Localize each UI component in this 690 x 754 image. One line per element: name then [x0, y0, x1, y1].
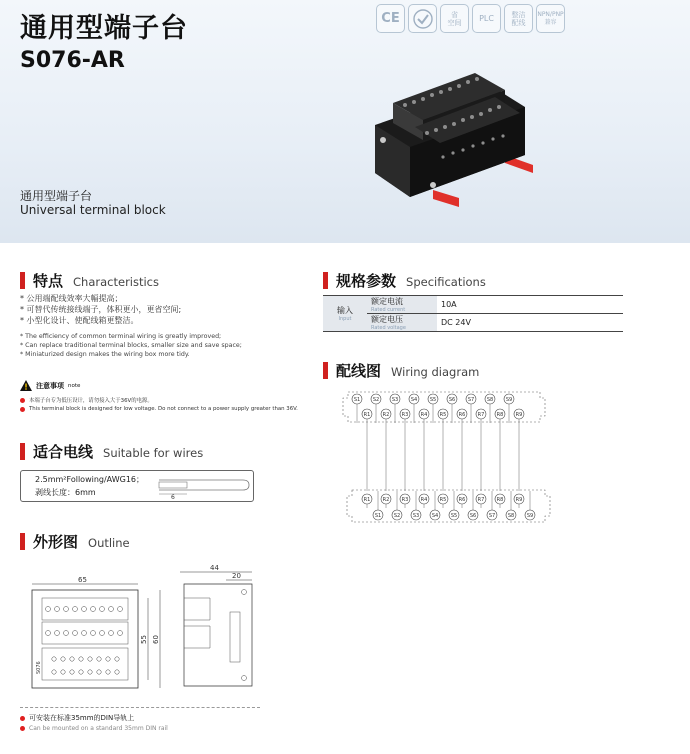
note-line-cn: 本端子台专为低压设计，请勿接入大于36V的电源。: [20, 396, 153, 404]
bottom-s-label: S2: [393, 513, 401, 519]
top-s-label: S6: [448, 397, 456, 403]
save-space-badge: 省 空间: [440, 4, 469, 33]
bottom-r-label: R1: [363, 497, 371, 503]
bottom-r-label: R6: [458, 497, 466, 503]
top-r-label: R6: [458, 412, 466, 418]
top-s-label: S4: [410, 397, 418, 403]
bottom-s-label: S4: [431, 513, 439, 519]
wires-heading: 适合电线 Suitable for wires: [20, 441, 203, 462]
dim-depth2: 20: [232, 572, 241, 580]
top-s-label: S7: [467, 397, 475, 403]
wire-spec-box: [20, 470, 254, 502]
table-row: [323, 296, 623, 314]
list-item: * Miniaturized design makes the wiring box more tidy.: [20, 351, 190, 358]
bottom-s-label: S7: [488, 513, 496, 519]
bottom-r-label: R7: [477, 497, 485, 503]
input-cell: 输入 Input: [323, 296, 367, 332]
top-r-label: R4: [420, 412, 428, 418]
bullet-dot: [20, 726, 25, 731]
bullet-dot: [20, 716, 25, 721]
divider: [20, 707, 260, 708]
certification-badges: [376, 4, 565, 33]
dim-outer-height: 60: [152, 635, 160, 644]
dim-width: 65: [78, 576, 87, 584]
table-row: [323, 314, 623, 332]
top-s-label: S1: [353, 397, 361, 403]
wire-illustration: [151, 473, 251, 499]
note-line-en: This terminal block is designed for low voltage. Do not connect to a power supply greater than 36V.: [20, 406, 298, 412]
characteristics-list-cn: [20, 293, 181, 326]
top-s-label: S5: [429, 397, 437, 403]
product-name-cn: 通用型端子台: [20, 189, 93, 203]
top-r-label: R2: [382, 412, 390, 418]
list-item: * 公用端配线效率大幅提高；: [20, 294, 123, 303]
page-title: 通用型端子台: [20, 13, 188, 44]
spec-label: 额定电压 Rated voltage: [367, 314, 437, 332]
top-s-label: S9: [505, 397, 513, 403]
note-heading: 注意事项 note: [20, 380, 80, 391]
outline-drawing: [20, 562, 270, 702]
list-item: * The efficiency of common terminal wiring is greatly improved;: [20, 333, 222, 340]
spec-label: 额定电流 Rated current: [367, 296, 437, 314]
plc-badge: PLC: [472, 4, 501, 33]
bullet-dot: [20, 407, 25, 412]
dim-inner-height: 55: [140, 635, 148, 644]
list-item: * 可替代传统接线端子，体积更小，更省空间;: [20, 305, 182, 314]
din-rail-note-en: Can be mounted on a standard 35mm DIN rail: [20, 725, 168, 732]
characteristics-list-en: [20, 332, 242, 359]
bottom-r-label: R8: [496, 497, 504, 503]
bottom-s-label: S1: [374, 513, 382, 519]
outline-heading: 外形图 Outline: [20, 531, 130, 552]
top-r-label: R8: [496, 412, 504, 418]
top-s-label: S3: [391, 397, 399, 403]
top-r-label: R3: [401, 412, 409, 418]
strip-length: 剥线长度：6mm: [35, 488, 96, 497]
list-item: * Can replace traditional terminal blocks, smaller size and save space;: [20, 342, 242, 349]
product-name-en: Universal terminal block: [20, 203, 166, 217]
characteristics-heading: 特点 Characteristics: [20, 270, 159, 291]
outline-model-label: S076: [36, 661, 42, 674]
wire-gauge: 2.5mm²Following/AWG16；: [35, 475, 144, 484]
strip-dim-label: 6: [171, 494, 175, 499]
list-item: * 小型化设计、使配线箱更整洁。: [20, 316, 139, 325]
spec-value: DC 24V: [437, 314, 623, 332]
bottom-r-label: R3: [401, 497, 409, 503]
dim-depth: 44: [210, 564, 219, 572]
bottom-r-label: R4: [420, 497, 428, 503]
wiring-diagram: [340, 388, 560, 528]
top-s-label: S2: [372, 397, 380, 403]
specifications-heading: 规格参数 Specifications: [323, 270, 486, 291]
neat-wiring-badge: 整洁 配线: [504, 4, 533, 33]
top-r-label: R1: [363, 412, 371, 418]
wiring-heading: 配线图 Wiring diagram: [323, 360, 479, 381]
npn-pnp-badge: NPN/PNP 兼容: [536, 4, 565, 33]
model-number: S076-AR: [20, 48, 125, 73]
bottom-s-label: S9: [526, 513, 534, 519]
rohs-check-icon: [408, 4, 437, 33]
bottom-r-label: R2: [382, 497, 390, 503]
bullet-dot: [20, 398, 25, 403]
top-r-label: R9: [515, 412, 523, 418]
bottom-r-label: R5: [439, 497, 447, 503]
top-r-label: R7: [477, 412, 485, 418]
bottom-s-label: S5: [450, 513, 458, 519]
spec-value: 10A: [437, 296, 623, 314]
din-rail-note-cn: 可安装在标准35mm的DIN导轨上: [20, 713, 134, 723]
warning-icon: [20, 380, 32, 391]
bottom-r-label: R9: [515, 497, 523, 503]
specifications-table: [323, 295, 623, 332]
product-image: [355, 55, 545, 220]
hero-banner: [0, 0, 690, 243]
bottom-s-label: S3: [412, 513, 420, 519]
bottom-s-label: S6: [469, 513, 477, 519]
top-r-label: R5: [439, 412, 447, 418]
top-s-label: S8: [486, 397, 494, 403]
bottom-s-label: S8: [507, 513, 515, 519]
ce-mark-icon: CE: [376, 4, 405, 33]
